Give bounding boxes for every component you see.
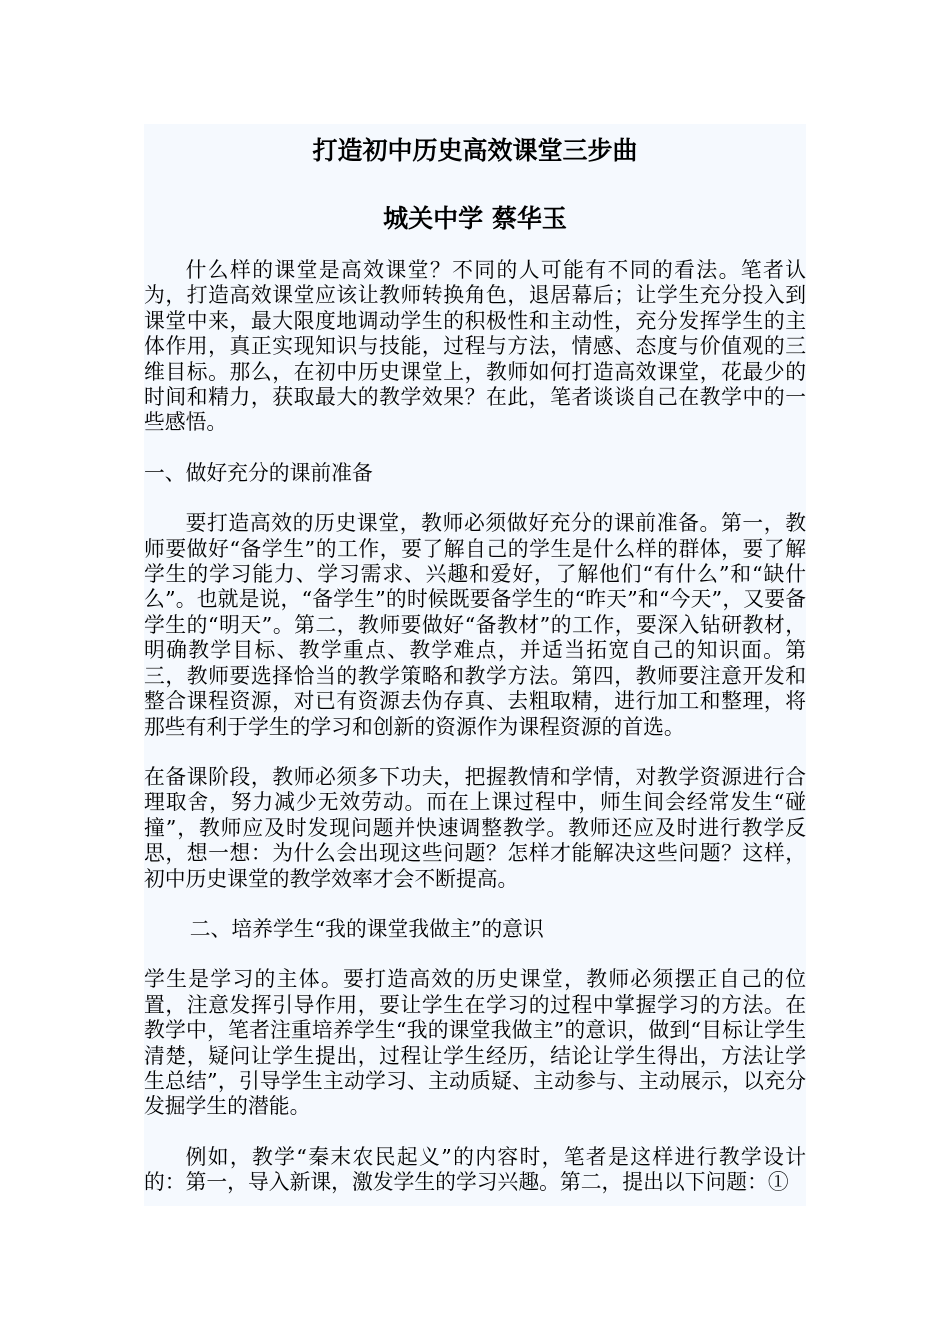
- section-heading-1: 一、做好充分的课前准备: [144, 460, 373, 485]
- document-title: 打造初中历史高效课堂三步曲: [312, 136, 638, 165]
- paragraph-intro: 什么样的课堂是高效课堂？不同的人可能有不同的看法。笔者认为，打造高效课堂应该让教师转换角色，退居幕后；让学生充分投入到课堂中来，最大限度地调动学生的积极性和主动性，充分发挥学生的主体作用，真正实现知识与技能，过程与方法，情感、态度与价值观的三维目标。那么，在初中历史课堂上，教师如何打造高效课堂，花最少的时间和精力，获取最大的教学效果？在此，笔者谈谈自己在教学中的一些感悟。: [144, 258, 806, 435]
- paragraph-example: 例如，教学“秦末农民起义”的内容时，笔者是这样进行教学设计的：第一，导入新课，激发学生的学习兴趣。第二，提出以下问题：①: [144, 1144, 806, 1195]
- paragraph-lesson-prep: 在备课阶段，教师必须多下功夫，把握教情和学情，对教学资源进行合理取舍，努力减少无效劳动。而在上课过程中，师生间会经常发生“碰撞”，教师应及时发现问题并快速调整教学。教师还应及时进行教学反思，想一想：为什么会出现这些问题？怎样才能解决这些问题？这样，初中历史课堂的教学效率才会不断提高。: [144, 764, 806, 891]
- paragraph-preparation: 要打造高效的历史课堂，教师必须做好充分的课前准备。第一，教师要做好“备学生”的工作，要了解自己的学生是什么样的群体，要了解学生的学习能力、学习需求、兴趣和爱好，了解他们“有什么”和“缺什么”。也就是说，“备学生”的时候既要备学生的“昨天”和“今天”，又要备学生的“明天”。第二，教师要做好“备教材”的工作，要深入钻研教材，明确教学目标、教学重点、教学难点，并适当拓宽自己的知识面。第三，教师要选择恰当的教学策略和教学方法。第四，教师要注意开发和整合课程资源，对已有资源去伪存真、去粗取精，进行加工和整理，将那些有利于学生的学习和创新的资源作为课程资源的首选。: [144, 511, 806, 739]
- document-author: 城关中学 蔡华玉: [383, 204, 567, 233]
- paragraph-student-subject: 学生是学习的主体。要打造高效的历史课堂，教师必须摆正自己的位置，注意发挥引导作用，要让学生在学习的过程中掌握学习的方法。在教学中，笔者注重培养学生“我的课堂我做主”的意识，做到“目标让学生清楚，疑问让学生提出，过程让学生经历，结论让学生得出，方法让学生总结”，引导学生主动学习、主动质疑、主动参与、主动展示，以充分发掘学生的潜能。: [144, 967, 806, 1119]
- section-heading-2: 二、培养学生“我的课堂我做主”的意识: [189, 916, 544, 941]
- document-body: [144, 124, 806, 1196]
